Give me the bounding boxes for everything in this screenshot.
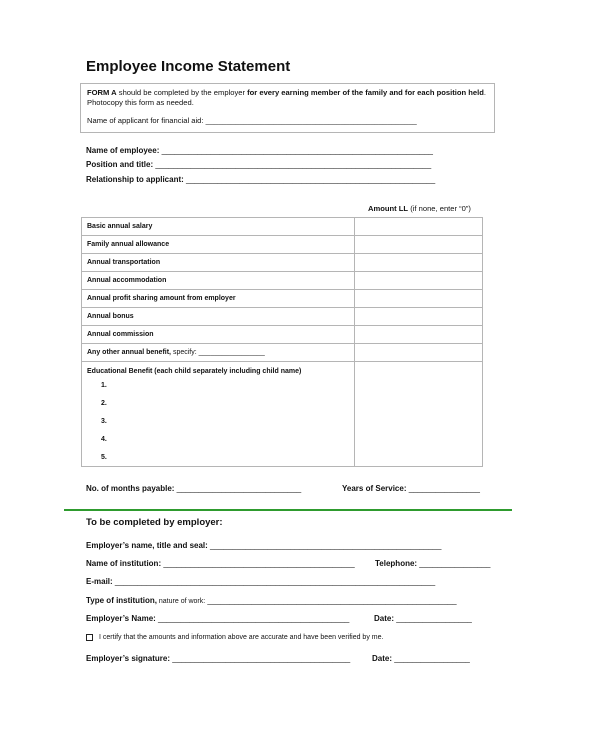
- other-benefit-text: Any other annual benefit,: [87, 349, 172, 356]
- relationship-line[interactable]: ________________________________________________________: [183, 175, 436, 184]
- months-payable-field[interactable]: [86, 484, 301, 493]
- table-row: [82, 362, 483, 467]
- amount-cell[interactable]: [355, 308, 483, 326]
- institution-type-field[interactable]: [86, 596, 457, 605]
- table-row: [82, 344, 483, 362]
- employee-name-label: Name of employee:: [86, 146, 160, 155]
- date-line[interactable]: _________________: [394, 614, 472, 623]
- form-label: FORM A: [87, 88, 117, 97]
- other-benefit-specify[interactable]: specify: _________________: [171, 349, 265, 356]
- amount-cell[interactable]: [355, 290, 483, 308]
- intro-text-1: should be completed by the employer: [116, 88, 248, 97]
- intro-text-bold: for every earning member of the family and for each position held: [247, 88, 484, 97]
- position-label: Position and title:: [86, 160, 154, 169]
- row-label: Annual profit sharing amount from employer: [82, 290, 355, 308]
- applicant-aid-field[interactable]: Name of applicant for financial aid: __________________________________________________: [87, 116, 417, 125]
- table-row: [82, 326, 483, 344]
- amount-cell[interactable]: [355, 272, 483, 290]
- institution-type-note: nature of work:: [156, 598, 206, 605]
- telephone-label: Telephone:: [375, 559, 418, 568]
- amount-cell[interactable]: [355, 326, 483, 344]
- years-of-service-line[interactable]: ________________: [406, 484, 480, 493]
- employee-name-field[interactable]: [86, 146, 433, 155]
- email-field[interactable]: [86, 577, 435, 586]
- signature-label: Employer’s signature:: [86, 654, 171, 663]
- amount-cell[interactable]: [355, 362, 483, 467]
- amount-cell[interactable]: [355, 344, 483, 362]
- employer-name-line[interactable]: ___________________________________________: [155, 614, 350, 623]
- page-title: Employee Income Statement: [86, 58, 291, 75]
- intro-text: [87, 88, 487, 108]
- educational-benefit-cell: [82, 362, 355, 467]
- child-item: 5.: [101, 454, 107, 461]
- institution-name-field[interactable]: [86, 559, 355, 568]
- row-label: Basic annual salary: [82, 218, 355, 236]
- certify-checkbox[interactable]: [86, 634, 93, 641]
- amount-cell[interactable]: [355, 254, 483, 272]
- date-field[interactable]: [374, 614, 472, 623]
- signature-date-line[interactable]: _________________: [392, 654, 470, 663]
- amount-header-label: Amount LL: [368, 204, 409, 213]
- months-payable-line[interactable]: ____________________________: [174, 484, 302, 493]
- row-label: Annual commission: [82, 326, 355, 344]
- intro-text-2: . Photocopy this form as needed.: [87, 88, 486, 107]
- signature-date-label: Date:: [372, 654, 393, 663]
- position-line[interactable]: ______________________________________________________________: [153, 160, 432, 169]
- employer-section-heading: To be completed by employer:: [86, 517, 223, 528]
- table-row: [82, 218, 483, 236]
- certify-text: I certify that the amounts and information above are accurate and have been verified by me.: [99, 634, 384, 641]
- child-item: 1.: [101, 382, 107, 389]
- row-label: Annual accommodation: [82, 272, 355, 290]
- email-line[interactable]: ________________________________________________________________________: [112, 577, 436, 586]
- relationship-field[interactable]: [86, 175, 435, 184]
- table-row: [82, 290, 483, 308]
- income-table: [81, 217, 483, 467]
- institution-name-line[interactable]: ___________________________________________: [161, 559, 355, 568]
- child-item: 3.: [101, 418, 107, 425]
- employer-name-title-label: Employer’s name, title and seal:: [86, 541, 208, 550]
- row-label: Annual transportation: [82, 254, 355, 272]
- email-label: E-mail:: [86, 577, 113, 586]
- institution-type-line[interactable]: ________________________________________________________: [205, 596, 457, 605]
- employer-name-title-field[interactable]: [86, 541, 441, 550]
- amount-cell[interactable]: [355, 218, 483, 236]
- child-item: 2.: [101, 400, 107, 407]
- years-of-service-field[interactable]: [342, 484, 480, 493]
- row-label: Annual bonus: [82, 308, 355, 326]
- date-label: Date:: [374, 614, 395, 623]
- employer-name-field[interactable]: [86, 614, 349, 623]
- row-label: Family annual allowance: [82, 236, 355, 254]
- table-row: [82, 308, 483, 326]
- telephone-field[interactable]: [375, 559, 491, 568]
- table-row: [82, 272, 483, 290]
- table-row: [82, 236, 483, 254]
- amount-header-note: (if none, enter “0”): [408, 204, 471, 213]
- years-of-service-label: Years of Service:: [342, 484, 407, 493]
- signature-field[interactable]: [86, 654, 350, 663]
- employee-name-line[interactable]: _____________________________________________________________: [159, 146, 433, 155]
- institution-type-label: Type of institution,: [86, 596, 157, 605]
- relationship-label: Relationship to applicant:: [86, 175, 184, 184]
- months-payable-label: No. of months payable:: [86, 484, 175, 493]
- signature-line[interactable]: ________________________________________: [170, 654, 351, 663]
- intro-box: [80, 83, 495, 133]
- child-item: 4.: [101, 436, 107, 443]
- other-benefit-label: [82, 344, 355, 362]
- amount-header: [368, 204, 471, 213]
- position-field[interactable]: [86, 160, 431, 169]
- telephone-line[interactable]: ________________: [417, 559, 491, 568]
- educational-benefit-label: Educational Benefit (each child separately including child name): [87, 368, 302, 375]
- section-divider: [64, 509, 512, 511]
- employer-name-title-line[interactable]: ____________________________________________________: [207, 541, 442, 550]
- employer-name-label: Employer’s Name:: [86, 614, 156, 623]
- institution-name-label: Name of institution:: [86, 559, 162, 568]
- signature-date-field[interactable]: [372, 654, 470, 663]
- amount-cell[interactable]: [355, 236, 483, 254]
- table-row: [82, 254, 483, 272]
